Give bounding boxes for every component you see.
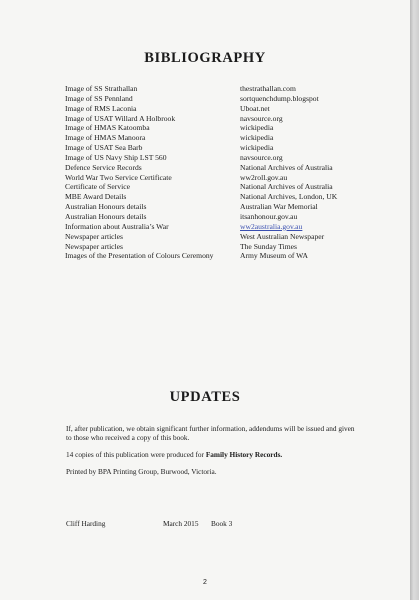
- bibliography-entry: [65, 133, 395, 143]
- entry-item: Image of RMS Laconia: [65, 103, 137, 113]
- bibliography-entry: [65, 143, 395, 153]
- entry-source: National Archives of Australia: [240, 182, 333, 192]
- entry-item: Information about Australia’s War: [65, 221, 169, 231]
- entry-item: Australian Honours details: [65, 211, 147, 221]
- entry-item: World War Two Service Certificate: [65, 172, 172, 182]
- entry-item: Image of USAT Willard A Holbrook: [65, 113, 176, 123]
- entry-source: Australian War Memorial: [240, 202, 318, 212]
- bibliography-entry: [65, 232, 395, 242]
- bibliography-entry: [65, 251, 395, 261]
- updates-paragraph: If, after publication, we obtain significant further information, addendums will be issued and given to those who received a copy of this book.: [66, 424, 355, 443]
- bibliography-list: [65, 84, 395, 261]
- entry-source: sortquenchdump.blogspot: [240, 93, 319, 103]
- entry-source: Uboat.net: [240, 103, 270, 113]
- bibliography-entry: [65, 192, 395, 202]
- bibliography-entry: [65, 242, 395, 252]
- entry-item: Images of the Presentation of Colours Ceremony: [65, 251, 214, 261]
- entry-item: MBE Award Details: [65, 192, 127, 202]
- entry-source: West Australian Newspaper: [240, 231, 325, 241]
- entry-item: Image of HMAS Manoora: [65, 133, 146, 143]
- bibliography-entry: [65, 182, 395, 192]
- bibliography-entry: [65, 163, 395, 173]
- entry-source: navsource.org: [240, 113, 283, 123]
- entry-item: Certificate of Service: [65, 182, 130, 192]
- entry-source: navsource.org: [240, 152, 283, 162]
- entry-source: wickipedia: [240, 123, 274, 133]
- printer-paragraph: Printed by BPA Printing Group, Burwood, Victoria.: [66, 467, 217, 476]
- entry-item: Australian Honours details: [65, 202, 147, 212]
- entry-item: Newspaper articles: [65, 241, 123, 251]
- bibliography-entry: [65, 202, 395, 212]
- entry-source: National Archives, London, UK: [240, 192, 338, 202]
- entry-item: Newspaper articles: [65, 231, 123, 241]
- bibliography-entry: [65, 222, 395, 232]
- entry-item: Image of USAT Sea Barb: [65, 143, 143, 153]
- entry-source: wickipedia: [240, 143, 274, 153]
- bibliography-entry: [65, 153, 395, 163]
- bibliography-entry: [65, 104, 395, 114]
- copies-paragraph: [66, 450, 356, 459]
- entry-source: wickipedia: [240, 133, 274, 143]
- bibliography-entry: [65, 212, 395, 222]
- entry-item: Defence Service Records: [65, 162, 142, 172]
- bibliography-entry: [65, 123, 395, 133]
- entry-source: ww2roll.gov.au: [240, 172, 288, 182]
- entry-source: itsanhonour.gov.au: [240, 211, 298, 221]
- entry-source: The Sunday Times: [240, 241, 297, 251]
- bibliography-heading: BIBLIOGRAPHY: [144, 50, 266, 66]
- updates-heading: UPDATES: [169, 389, 241, 405]
- book-number: Book 3: [211, 519, 233, 528]
- entry-item: Image of HMAS Katoomba: [65, 123, 150, 133]
- author-name: Cliff Harding: [66, 519, 106, 528]
- publication-date: March 2015: [163, 519, 199, 528]
- page-number: 2: [203, 579, 207, 586]
- copies-emphasis: Family History Records.: [205, 450, 283, 459]
- copies-text: 14 copies of this publication were produced for: [66, 450, 206, 459]
- entry-item: Image of SS Pennland: [65, 93, 133, 103]
- bibliography-entry: [65, 114, 395, 124]
- ww2australia-link[interactable]: ww2australia.gov.au: [240, 221, 303, 231]
- entry-source: Army Museum of WA: [240, 251, 308, 261]
- bibliography-entry: [65, 94, 395, 104]
- entry-item: Image of SS Strathallan: [65, 84, 138, 93]
- bibliography-entry: [65, 84, 395, 94]
- bibliography-entry: [65, 173, 395, 183]
- entry-source: thestrathallan.com: [240, 84, 296, 93]
- entry-item: Image of US Navy Ship LST 560: [65, 152, 167, 162]
- page-edge: [410, 0, 419, 600]
- entry-source: National Archives of Australia: [240, 162, 333, 172]
